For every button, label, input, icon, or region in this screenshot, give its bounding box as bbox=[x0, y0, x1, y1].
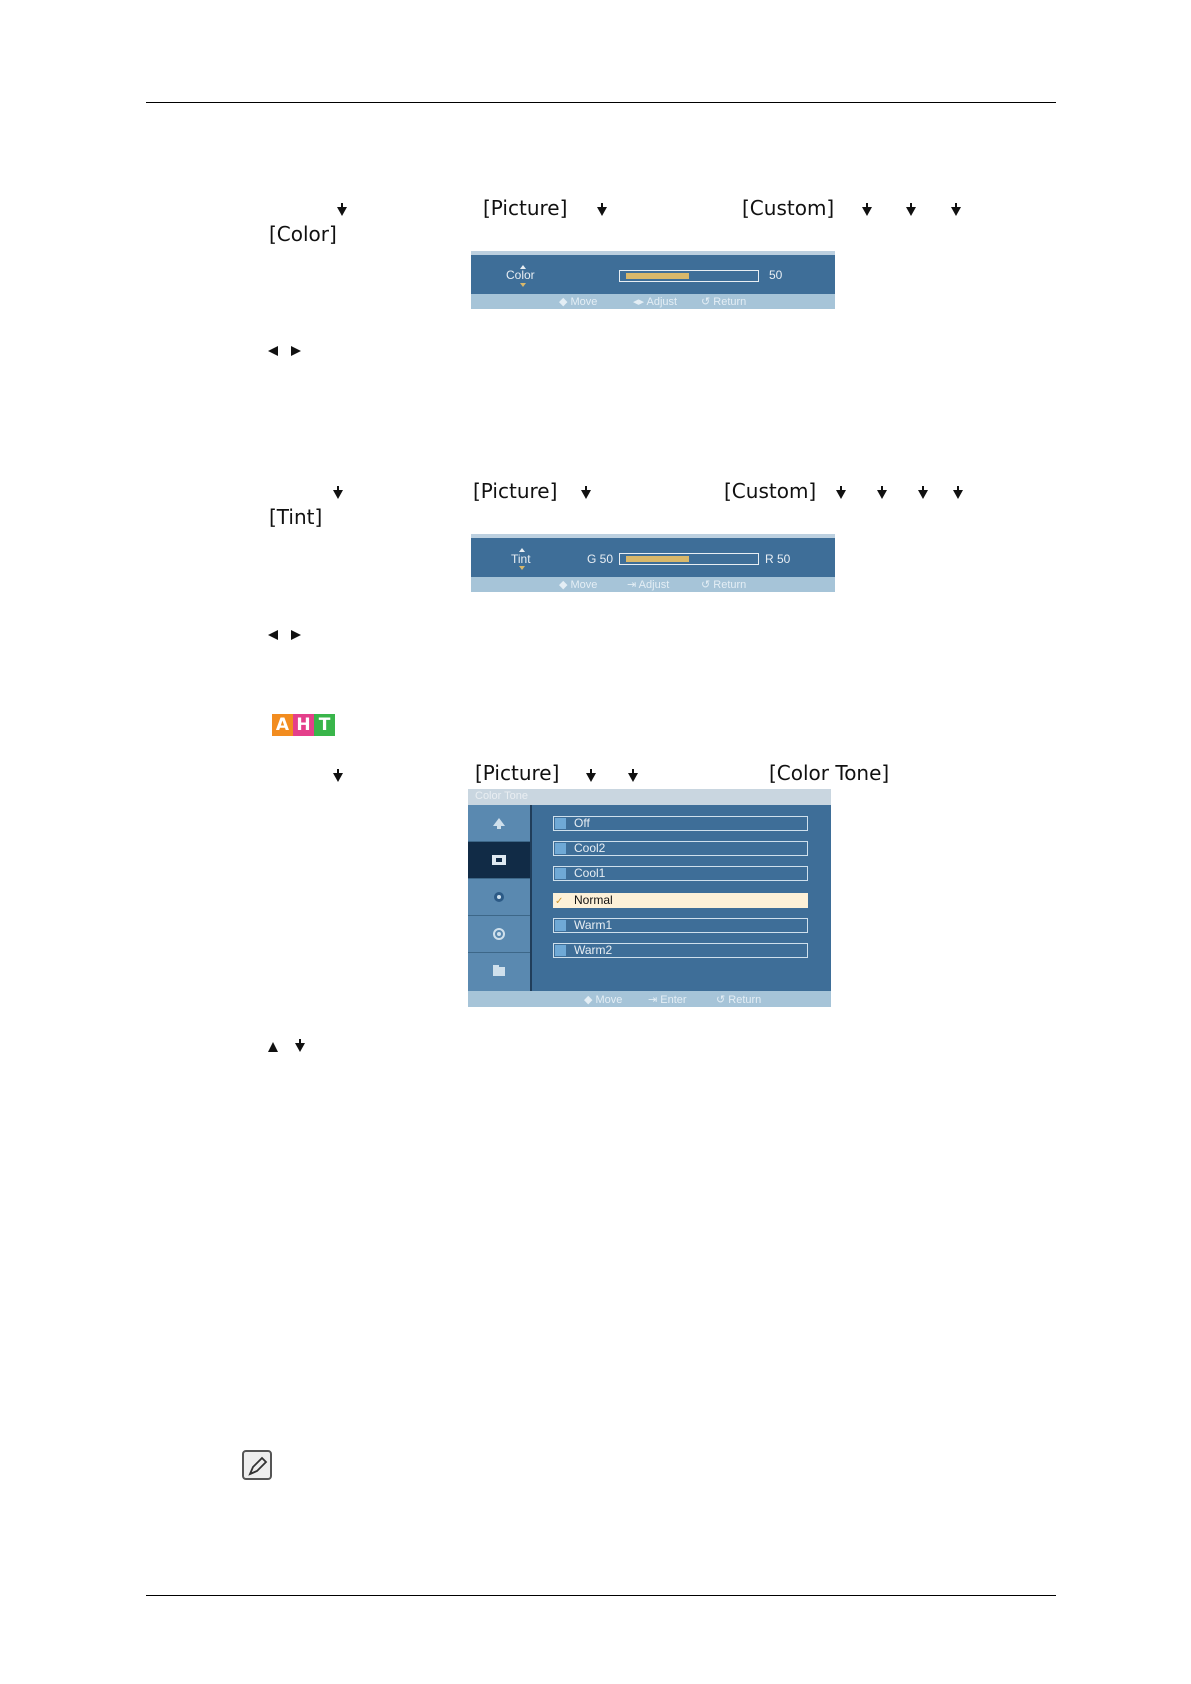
sidebar-item-input[interactable] bbox=[468, 805, 530, 842]
move-hint: ◆ Move bbox=[584, 994, 623, 1006]
down-arrow-icon bbox=[586, 773, 596, 782]
right-arrow-icon bbox=[291, 630, 301, 640]
down-arrow-icon bbox=[597, 207, 607, 216]
header-rule bbox=[146, 102, 1056, 103]
option-marker-icon bbox=[555, 868, 566, 879]
badge-letter-t: T bbox=[314, 714, 335, 736]
picture-label: [Picture] bbox=[473, 479, 558, 503]
setup-icon bbox=[491, 927, 507, 941]
osd-value: 50 bbox=[769, 268, 783, 282]
custom-label: [Custom] bbox=[724, 479, 817, 503]
option-warm1[interactable]: Warm1 bbox=[553, 918, 808, 933]
option-cool1[interactable]: Cool1 bbox=[553, 866, 808, 881]
tint-slider[interactable] bbox=[619, 553, 759, 565]
option-normal[interactable]: ✓ Normal bbox=[553, 893, 808, 908]
menu-footer bbox=[468, 991, 831, 1007]
note-icon bbox=[242, 1450, 272, 1480]
color-slider[interactable] bbox=[619, 270, 759, 282]
right-arrow-icon bbox=[291, 346, 301, 356]
tint-label: [Tint] bbox=[269, 505, 323, 529]
down-arrow-icon bbox=[906, 207, 916, 216]
up-arrow-icon bbox=[268, 1042, 278, 1052]
enter-hint: ⇥ Enter bbox=[648, 994, 687, 1006]
option-warm2[interactable]: Warm2 bbox=[553, 943, 808, 958]
down-arrow-icon bbox=[862, 207, 872, 216]
return-hint: ↺ Return bbox=[716, 994, 762, 1006]
osd-top-line bbox=[471, 534, 835, 538]
return-hint: ↺ Return bbox=[701, 296, 747, 308]
down-arrow-icon bbox=[628, 773, 638, 782]
sidebar-item-sound[interactable] bbox=[468, 879, 530, 916]
multi-control-icon bbox=[491, 964, 507, 978]
input-icon bbox=[491, 816, 507, 830]
option-marker-icon bbox=[555, 945, 566, 956]
osd-item-label: Color bbox=[506, 268, 535, 282]
option-cool2[interactable]: Cool2 bbox=[553, 841, 808, 856]
tint-right-value: R 50 bbox=[765, 552, 791, 566]
aht-badge-icon bbox=[272, 714, 335, 736]
down-arrow-icon bbox=[333, 773, 343, 782]
adjust-hint: ⇥ Adjust bbox=[627, 579, 670, 591]
osd-top-line bbox=[471, 251, 835, 255]
menu-sidebar bbox=[468, 805, 532, 991]
down-arrow-icon bbox=[953, 490, 963, 499]
tint-slider-fill bbox=[626, 556, 689, 562]
down-arrow-icon bbox=[581, 490, 591, 499]
sidebar-item-multi-control[interactable] bbox=[468, 953, 530, 989]
badge-letter-h: H bbox=[293, 714, 314, 736]
move-hint: ◆ Move bbox=[559, 579, 598, 591]
picture-label: [Picture] bbox=[483, 196, 568, 220]
color-tone-menu bbox=[468, 789, 831, 1007]
color-tone-label: [Color Tone] bbox=[769, 761, 890, 785]
osd-item-label: Tint bbox=[511, 552, 531, 566]
left-arrow-icon bbox=[268, 630, 278, 640]
picture-label: [Picture] bbox=[475, 761, 560, 785]
tint-left-value: G 50 bbox=[587, 552, 614, 566]
sidebar-item-setup[interactable] bbox=[468, 916, 530, 953]
down-arrow-icon bbox=[295, 1043, 305, 1052]
adjust-hint: ◂▸ Adjust bbox=[633, 296, 678, 308]
down-arrow-icon bbox=[918, 490, 928, 499]
check-icon: ✓ bbox=[555, 895, 566, 906]
osd-footer bbox=[471, 577, 835, 592]
down-arrow-icon bbox=[877, 490, 887, 499]
option-marker-icon bbox=[555, 920, 566, 931]
sound-icon bbox=[491, 890, 507, 904]
custom-label: [Custom] bbox=[742, 196, 835, 220]
sidebar-item-picture[interactable] bbox=[468, 842, 530, 879]
osd-footer bbox=[471, 294, 835, 309]
footer-rule bbox=[146, 1595, 1056, 1596]
option-off[interactable]: Off bbox=[553, 816, 808, 831]
tint-osd-panel bbox=[471, 534, 835, 592]
color-osd-panel bbox=[471, 251, 835, 309]
badge-letter-a: A bbox=[272, 714, 293, 736]
left-arrow-icon bbox=[268, 346, 278, 356]
down-arrow-icon bbox=[836, 490, 846, 499]
color-label: [Color] bbox=[269, 222, 337, 246]
down-arrow-icon bbox=[951, 207, 961, 216]
return-hint: ↺ Return bbox=[701, 579, 747, 591]
menu-title: Color Tone bbox=[468, 789, 831, 805]
move-hint: ◆ Move bbox=[559, 296, 598, 308]
down-arrow-icon bbox=[333, 490, 343, 499]
option-marker-icon bbox=[555, 818, 566, 829]
down-arrow-icon bbox=[337, 207, 347, 216]
option-marker-icon bbox=[555, 843, 566, 854]
color-slider-fill bbox=[626, 273, 689, 279]
picture-icon bbox=[491, 853, 507, 867]
